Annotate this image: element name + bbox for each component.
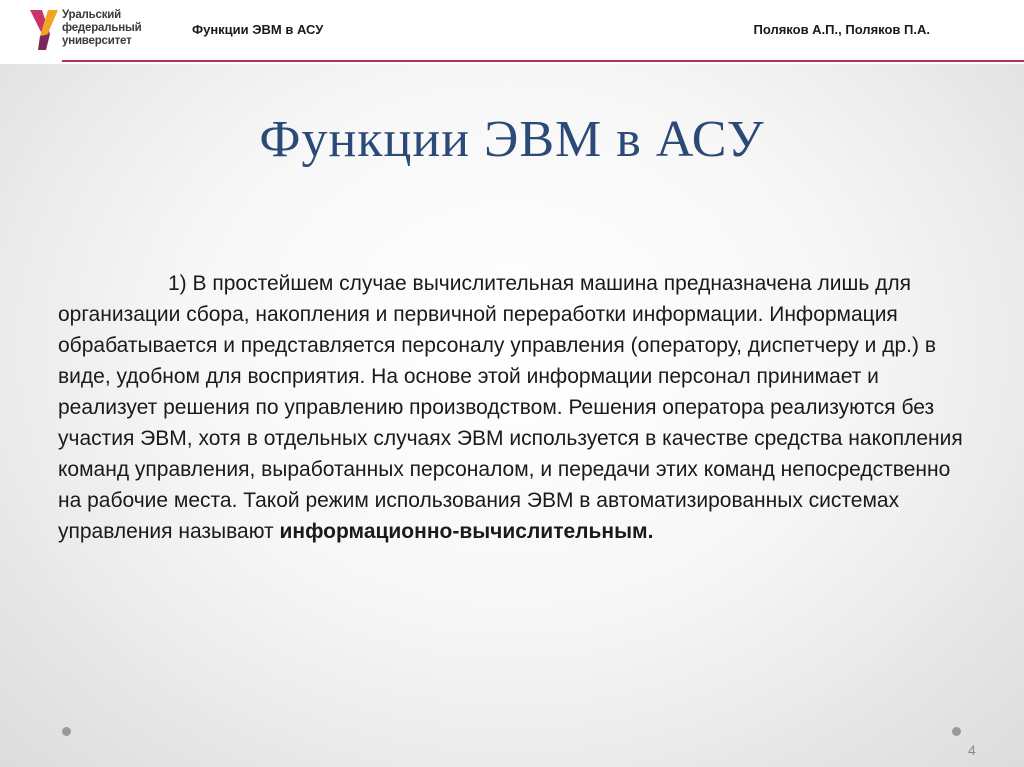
- university-logo: [28, 8, 168, 52]
- body-paragraph-bold: информационно-вычислительным.: [279, 520, 654, 543]
- page-number: 4: [968, 742, 976, 758]
- body-paragraph: 1) В простейшем случае вычислительная машина предназначена лишь для организации сбора, накопления и первичной переработки информации. Информация обрабатывается и представляется персоналу управления (оператору, диспетчеру и др.) в виде, удобном для восприятия. На основе этой информации персонал принимает и реализует решения по управлению производством. Решения оператора реализуются без участия ЭВМ, хотя в отдельных случаях ЭВМ используется в качестве средства накопления команд управления, выработанных персоналом, и передачи этих команд непосредственно на рабочие места. Такой режим использования ЭВМ в автоматизированных системах управления называют: [58, 272, 963, 543]
- slide-body: [58, 268, 974, 547]
- footer-dot-right: [952, 727, 961, 736]
- footer-dot-left: [62, 727, 71, 736]
- university-logo-icon: [28, 8, 60, 52]
- slide-title: Функции ЭВМ в АСУ: [259, 111, 765, 168]
- logo-line-2: федеральный: [62, 22, 142, 34]
- header-divider: [62, 60, 1024, 62]
- logo-text: [62, 9, 141, 48]
- header-title: Функции ЭВМ в АСУ: [192, 22, 324, 37]
- header-authors: Поляков А.П., Поляков П.А.: [753, 22, 930, 37]
- logo-line-3: университет: [62, 35, 132, 47]
- logo-line-1: Уральский: [62, 9, 122, 21]
- slide-header: [0, 0, 1024, 64]
